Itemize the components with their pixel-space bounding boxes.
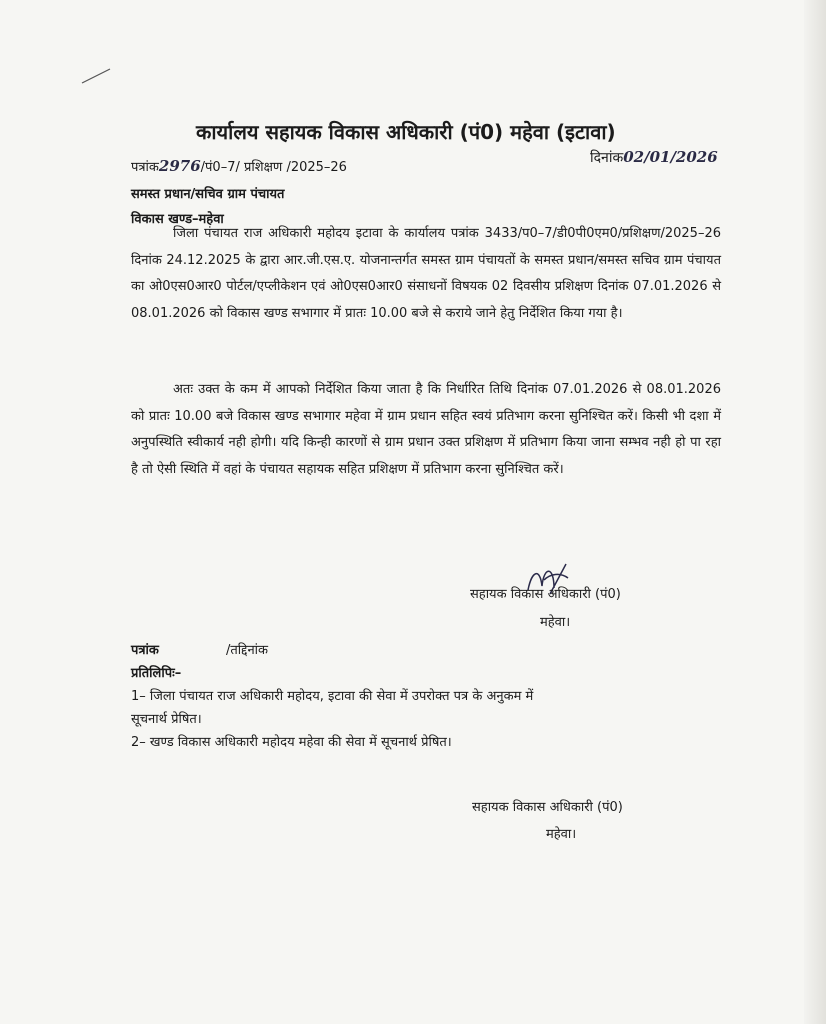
pen-mark [80,65,114,87]
copy-ref-label: पत्रांक [131,643,159,658]
date-label: दिनांक [590,150,624,166]
signature-2-place: महेवा। [546,827,577,842]
letter-reference [131,157,347,175]
ref-suffix: /पं0–7/ प्रशिक्षण /2025–26 [200,160,347,175]
copy-ref-same-date: /तद्दिनांक [226,643,269,658]
body-paragraph-2: अतः उक्त के कम में आपको निर्देशित किया जाता है कि निर्धारित तिथि दिनांक 07.01.2026 से 08.01.2026 को प्रातः 10.00 बजे विकास खण्ड सभागार महेवा में ग्राम प्रधान सहित स्वयं प्रतिभाग करना सुनिश्चित करें। किसी भी दशा में अनुपस्थिति स्वीकार्य नही होगी। यदि किन्ही कारणों से ग्राम प्रधान उक्त प्रशिक्षण में प्रतिभाग किया जाना सम्भव नही हो पा रहा है तो ऐसी स्थिति में वहां के पंचायत सहायक सहित प्रशिक्षण में प्रतिभाग करना सुनिश्चित करें। [131,382,721,477]
ref-number-handwritten: 2976 [158,157,201,175]
copy-heading: प्रतिलिपिः– [131,666,182,681]
body-paragraph-1: जिला पंचायत राज अधिकारी महोदय इटावा के कार्यालय पत्रांक 3433/प0–7/डी0पी0एम0/प्रशिक्षण/2025–26 दिनांक 24.12.2025 के द्वारा आर.जी.एस.ए. योजनान्तर्गत समस्त ग्राम पंचायतों के समस्त प्रधान/समस्त सचिव ग्राम पंचायत का ओ0एस0आर0 पोर्टल/एप्लीकेशन एवं ओ0एस0आर0 संसाधनों विषयक 02 दिवसीय प्रशिक्षण दिनांक 07.01.2026 से 08.01.2026 को विकास खण्ड सभागार में प्रातः 10.00 बजे से कराये जाने हेतु निर्देशित किया गया है। [131,226,721,321]
signature-2-designation: सहायक विकास अधिकारी (पं0) [472,800,623,815]
copy-item-1-line-1: 1– जिला पंचायत राज अधिकारी महोदय, इटावा की सेवा में उपरोक्त पत्र के अनुकम में [131,689,534,704]
recipient-line-1: समस्त प्रधान/सचिव ग्राम पंचायत [131,187,285,202]
letter-date [590,148,718,167]
page-edge-shadow [804,0,826,1024]
ref-prefix: पत्रांक [131,160,159,175]
date-handwritten: 02/01/2026 [623,148,718,166]
office-title: कार्यालय सहायक विकास अधिकारी (पं0) महेवा (इटावा) [196,120,616,144]
signature-1-designation: सहायक विकास अधिकारी (पं0) [470,587,621,602]
recipient-line-2: विकास खण्ड–महेवा [131,212,224,227]
copy-item-2: 2– खण्ड विकास अधिकारी महोदय महेवा की सेवा में सूचनार्थ प्रेषित। [131,735,452,750]
signature-1-place: महेवा। [540,615,571,630]
copy-item-1-line-2: सूचनार्थ प्रेषित। [131,712,202,727]
